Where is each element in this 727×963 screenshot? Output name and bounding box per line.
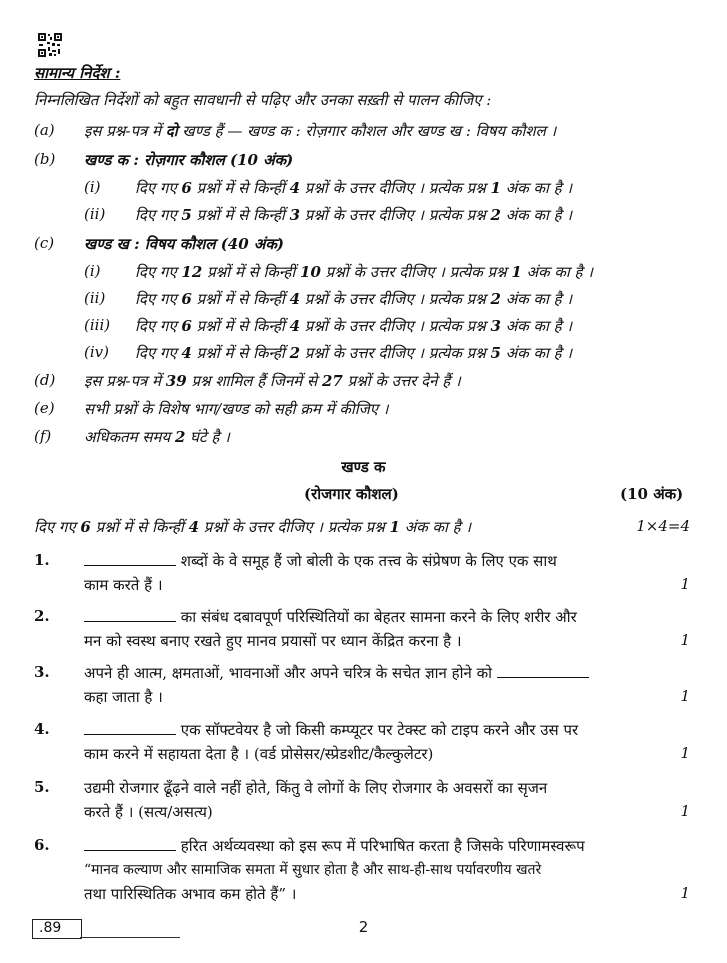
instruction-b-i-marker: (i) bbox=[84, 178, 101, 196]
question-text: एक सॉफ्टवेयर है जो किसी कम्प्यूटर पर टेक्स्ट को टाइप करने और उस पर bbox=[180, 721, 579, 739]
text: प्रश्नों के उत्तर दीजिए । प्रत्येक प्रश्न bbox=[199, 518, 390, 536]
question-6-line-1 bbox=[84, 836, 585, 856]
instruction-c-i-marker: (i) bbox=[84, 262, 101, 280]
text: प्रश्नों में से किन्हीं bbox=[191, 344, 290, 362]
instructions-title: सामान्य निर्देश : bbox=[34, 64, 121, 82]
question-3-line-1 bbox=[84, 663, 589, 683]
question-number: 2. bbox=[34, 607, 50, 625]
text: प्रश्नों के उत्तर दीजिए । प्रत्येक प्रश्न bbox=[300, 290, 491, 308]
text: अंक का है । bbox=[500, 290, 573, 308]
question-2-line-1 bbox=[84, 607, 577, 627]
text: दिए गए bbox=[135, 290, 182, 308]
instruction-marker-f: (f) bbox=[34, 427, 52, 445]
instruction-a bbox=[84, 121, 556, 141]
instruction-marker-a: (a) bbox=[34, 121, 55, 139]
text: इस प्रश्न-पत्र में bbox=[84, 372, 166, 390]
num: 10 bbox=[300, 263, 321, 281]
section-subtitle: (रोजगार कौशल) bbox=[304, 485, 399, 503]
num: 3 bbox=[490, 317, 501, 335]
instruction-a-text-2: खण्ड हैं — खण्ड क : रोज़गार कौशल और खण्ड ख : विषय कौशल । bbox=[177, 122, 557, 140]
section-instruction-marks: 1×4=4 bbox=[636, 517, 690, 535]
num: 2 bbox=[490, 290, 501, 308]
question-1-line-1 bbox=[84, 551, 557, 571]
question-5-line-1: उद्यमी रोजगार ढूँढ़ने वाले नहीं होते, किंतु वे लोगों के लिए रोजगार के अवसरों का सृजन bbox=[84, 779, 548, 797]
question-mark: 1 bbox=[680, 744, 690, 762]
num: 3 bbox=[289, 206, 301, 224]
instruction-a-text: इस प्रश्न-पत्र में bbox=[84, 122, 166, 140]
text: दिए गए bbox=[135, 263, 182, 281]
instruction-b-title: खण्ड क : रोज़गार कौशल (10 अंक) bbox=[84, 151, 294, 169]
instruction-c-i bbox=[135, 262, 593, 282]
question-4-line-2: काम करने में सहायता देता है । (वर्ड प्रोसेसर/स्प्रेडशीट/कैल्कुलेटर) bbox=[84, 745, 434, 763]
instruction-b-ii-marker: (ii) bbox=[84, 205, 106, 223]
question-4-line-1 bbox=[84, 720, 578, 740]
qr-code-icon bbox=[38, 33, 62, 57]
page-number: 2 bbox=[358, 918, 369, 936]
text: दिए गए bbox=[135, 179, 182, 197]
text: प्रश्नों के उत्तर दीजिए । प्रत्येक प्रश्न bbox=[300, 317, 491, 335]
text: अंक का है । bbox=[399, 518, 472, 536]
text: प्रश्नों में से किन्हीं bbox=[191, 206, 290, 224]
text: प्रश्नों के उत्तर दीजिए । प्रत्येक प्रश्न bbox=[300, 206, 491, 224]
text: दिए गए bbox=[34, 518, 81, 536]
num: 1 bbox=[511, 263, 522, 281]
instruction-c-ii-marker: (ii) bbox=[84, 289, 106, 307]
num: 12 bbox=[181, 263, 203, 281]
text: प्रश्नों में से किन्हीं bbox=[191, 290, 290, 308]
text: प्रश्नों में से किन्हीं bbox=[191, 179, 290, 197]
question-mark: 1 bbox=[680, 575, 690, 593]
num: 2 bbox=[174, 428, 186, 446]
instruction-c-iv bbox=[135, 343, 572, 363]
text: प्रश्न शामिल हैं जिनमें से bbox=[186, 372, 322, 390]
instruction-marker-d: (d) bbox=[34, 371, 56, 389]
question-number: 1. bbox=[34, 551, 50, 569]
num: 4 bbox=[289, 290, 301, 308]
text: दिए गए bbox=[135, 206, 182, 224]
answer-blank bbox=[84, 551, 176, 566]
instructions-intro: निम्नलिखित निर्देशों को बहुत सावधानी से पढ़िए और उनका सख़्ती से पालन कीजिए : bbox=[34, 91, 492, 109]
instruction-marker-b: (b) bbox=[34, 150, 56, 168]
question-mark: 1 bbox=[680, 687, 690, 705]
num: 2 bbox=[289, 344, 301, 362]
instruction-c-iii bbox=[135, 316, 572, 336]
text: अधिकतम समय bbox=[84, 428, 175, 446]
num: 4 bbox=[181, 344, 192, 362]
text: प्रश्नों के उत्तर दीजिए । प्रत्येक प्रश्न bbox=[300, 344, 491, 362]
question-text: का संबंध दबावपूर्ण परिस्थितियों का बेहतर सामना करने के लिए शरीर और bbox=[180, 608, 577, 626]
text: प्रश्नों के उत्तर देने हैं । bbox=[342, 372, 461, 390]
question-mark: 1 bbox=[680, 631, 690, 649]
num: 4 bbox=[289, 179, 301, 197]
question-3-line-2: कहा जाता है । bbox=[84, 688, 163, 706]
section-marks: (10 अंक) bbox=[620, 485, 684, 503]
paper-code: .89 bbox=[39, 920, 62, 936]
instruction-b-ii bbox=[135, 205, 572, 225]
question-text: शब्दों के वे समूह हैं जो बोली के एक तत्त्व के संप्रेषण के लिए एक साथ bbox=[180, 552, 557, 570]
section-title: खण्ड क bbox=[341, 458, 386, 476]
question-mark: 1 bbox=[680, 802, 690, 820]
num: 6 bbox=[80, 518, 91, 536]
text: प्रश्नों के उत्तर दीजिए । प्रत्येक प्रश्न bbox=[300, 179, 491, 197]
text: दिए गए bbox=[135, 317, 182, 335]
text: अंक का है । bbox=[500, 317, 573, 335]
question-2-line-2: मन को स्वस्थ बनाए रखते हुए मानव प्रयासों पर ध्यान केंद्रित करना है । bbox=[84, 632, 462, 650]
question-6-line-3: तथा पारिस्थितिक अभाव कम होते हैं” । bbox=[84, 885, 297, 903]
num: 1 bbox=[490, 179, 501, 197]
question-mark: 1 bbox=[680, 884, 690, 902]
instruction-f bbox=[84, 427, 230, 447]
num: 6 bbox=[181, 290, 192, 308]
text: अंक का है । bbox=[500, 206, 573, 224]
text: दिए गए bbox=[135, 344, 182, 362]
instruction-c-ii bbox=[135, 289, 572, 309]
num: 5 bbox=[490, 344, 501, 362]
text: अंक का है । bbox=[500, 179, 573, 197]
question-number: 5. bbox=[34, 778, 50, 796]
instruction-e: सभी प्रश्नों के विशेष भाग/खण्ड को सही क्रम में कीजिए । bbox=[84, 400, 389, 418]
answer-blank bbox=[84, 607, 176, 622]
text: प्रश्नों में से किन्हीं bbox=[191, 317, 290, 335]
num: 1 bbox=[389, 518, 400, 536]
question-number: 3. bbox=[34, 663, 50, 681]
num: 6 bbox=[181, 317, 192, 335]
instruction-marker-c: (c) bbox=[34, 234, 55, 252]
text: प्रश्नों में से किन्हीं bbox=[90, 518, 189, 536]
num: 2 bbox=[490, 206, 501, 224]
text: प्रश्नों में से किन्हीं bbox=[202, 263, 301, 281]
text: अंक का है । bbox=[521, 263, 593, 281]
question-number: 6. bbox=[34, 836, 50, 854]
answer-blank bbox=[84, 720, 176, 735]
instruction-b-i bbox=[135, 178, 572, 198]
num: 4 bbox=[188, 518, 200, 536]
answer-blank bbox=[84, 836, 176, 851]
question-6-line-2: “मानव कल्याण और सामाजिक समता में सुधार होता है और साथ-ही-साथ पर्यावरणीय खतरे bbox=[84, 862, 542, 878]
text: प्रश्नों के उत्तर दीजिए । प्रत्येक प्रश्न bbox=[320, 263, 512, 281]
section-instruction bbox=[34, 517, 471, 537]
num: 4 bbox=[289, 317, 301, 335]
question-number: 4. bbox=[34, 720, 50, 738]
num: 27 bbox=[321, 372, 343, 390]
instruction-a-bold: दो bbox=[165, 122, 178, 140]
answer-blank bbox=[497, 663, 589, 678]
num: 39 bbox=[165, 372, 187, 390]
num: 5 bbox=[181, 206, 192, 224]
text: अंक का है । bbox=[500, 344, 573, 362]
instruction-c-iv-marker: (iv) bbox=[84, 343, 109, 361]
question-1-line-2: काम करते हैं । bbox=[84, 576, 163, 594]
instruction-c-title: खण्ड ख : विषय कौशल (40 अंक) bbox=[84, 235, 284, 253]
footer-divider bbox=[80, 937, 180, 938]
text: घंटे है । bbox=[185, 428, 230, 446]
num: 6 bbox=[181, 179, 192, 197]
instruction-marker-e: (e) bbox=[34, 399, 55, 417]
question-text: अपने ही आत्म, क्षमताओं, भावनाओं और अपने चरित्र के सचेत ज्ञान होने को bbox=[84, 664, 492, 682]
question-text: हरित अर्थव्यवस्था को इस रूप में परिभाषित करता है जिसके परिणामस्वरूप bbox=[180, 837, 585, 855]
instruction-c-iii-marker: (iii) bbox=[84, 316, 111, 334]
instruction-d bbox=[84, 371, 461, 391]
question-5-line-2: करते हैं । (सत्य/असत्य) bbox=[84, 803, 213, 821]
